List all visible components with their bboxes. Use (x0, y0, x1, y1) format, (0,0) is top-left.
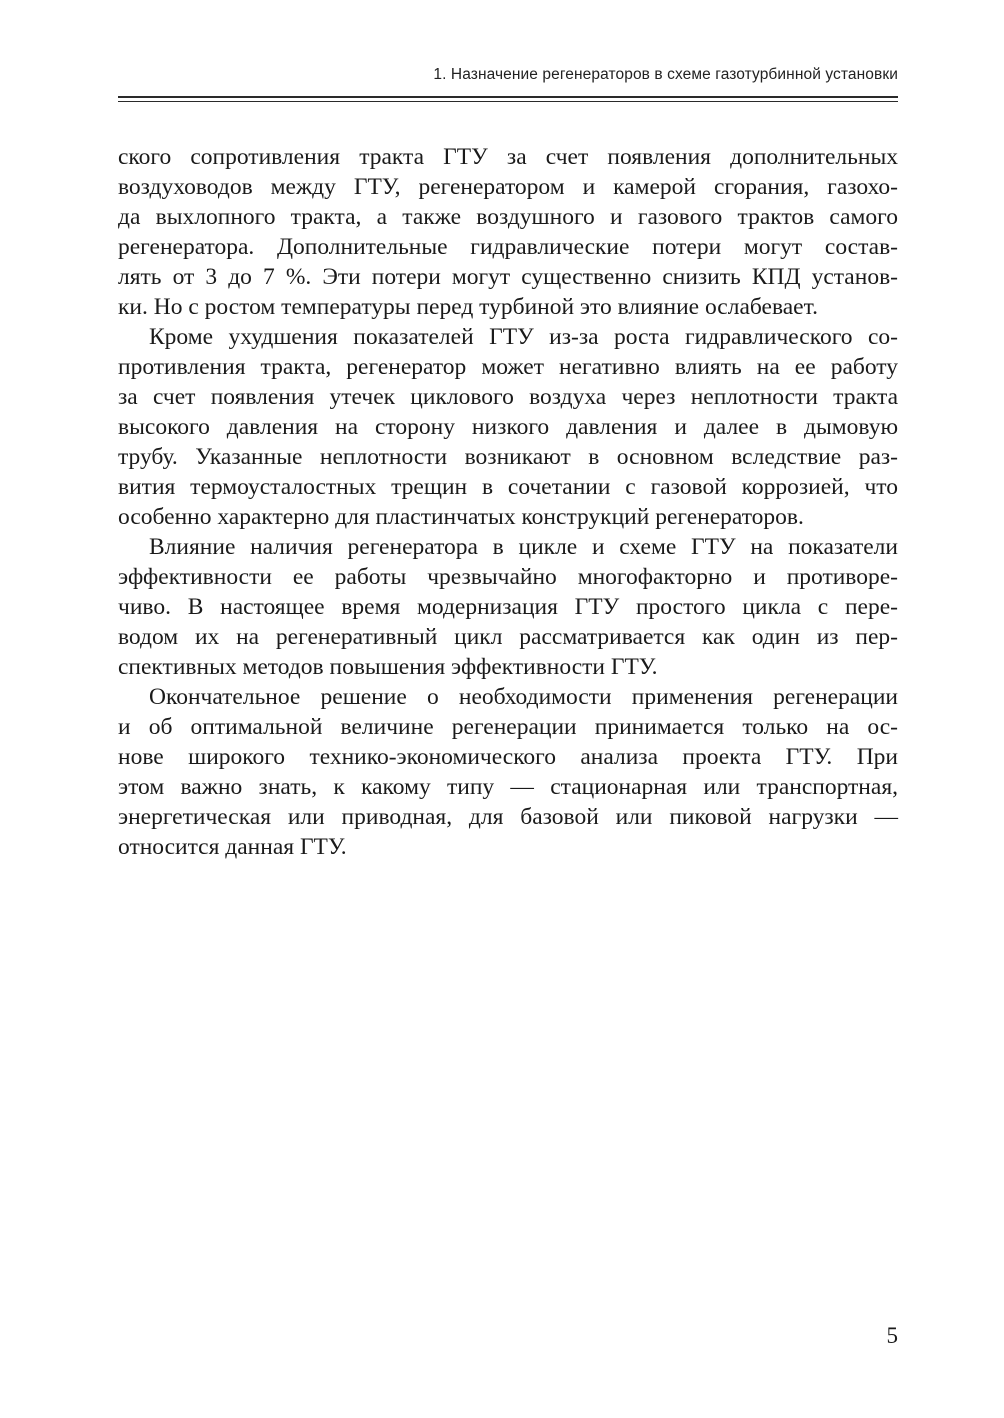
running-header: 1. Назначение регенераторов в схеме газотурбинной установки (433, 66, 898, 83)
text-line: эффективности ее работы чрезвычайно многофакторно и противоре- (118, 564, 898, 590)
text-line: Кроме ухудшения показателей ГТУ из-за роста гидравлического со- (149, 324, 898, 350)
paragraph (118, 532, 898, 682)
text-line: противления тракта, регенератор может негативно влиять на ее работу (118, 354, 898, 380)
text-line: нове широкого технико-экономического анализа проекта ГТУ. При (118, 744, 898, 770)
text-line: водом их на регенеративный цикл рассматривается как один из пер- (118, 624, 898, 650)
paragraph (118, 322, 898, 532)
text-line: регенератора. Дополнительные гидравлические потери могут состав- (118, 234, 898, 260)
text-line: трубу. Указанные неплотности возникают в основном вследствие раз- (118, 444, 898, 470)
text-line: лять от 3 до 7 %. Эти потери могут существенно снизить КПД установ- (118, 264, 898, 290)
header-rule-thick (118, 96, 898, 98)
text-line: да выхлопного тракта, а также воздушного и газового трактов самого (118, 204, 898, 230)
text-line: энергетическая или приводная, для базовой или пиковой нагрузки — (118, 804, 898, 830)
text-line: за счет появления утечек циклового воздуха через неплотности тракта (118, 384, 898, 410)
page-number: 5 (886, 1323, 898, 1348)
paragraph (118, 682, 898, 862)
header-rule-thin (118, 101, 898, 102)
text-line: вития термоусталостных трещин в сочетании с газовой коррозией, что (118, 474, 898, 500)
paragraph (118, 142, 898, 322)
text-line: этом важно знать, к какому типу — стационарная или транспортная, (118, 774, 898, 800)
text-line: чиво. В настоящее время модернизация ГТУ простого цикла с пере- (118, 594, 898, 620)
text-line: ского сопротивления тракта ГТУ за счет появления дополнительных (118, 144, 898, 170)
text-line: особенно характерно для пластинчатых конструкций регенераторов. (118, 504, 804, 530)
text-line: воздуховодов между ГТУ, регенератором и камерой сгорания, газохо- (118, 174, 898, 200)
text-line: Окончательное решение о необходимости применения регенерации (149, 684, 898, 710)
text-line: Влияние наличия регенератора в цикле и схеме ГТУ на показатели (149, 534, 898, 560)
text-line: относится данная ГТУ. (118, 834, 347, 860)
text-line: ки. Но с ростом температуры перед турбиной это влияние ослабевает. (118, 294, 818, 320)
text-line: высокого давления на сторону низкого давления и далее в дымовую (118, 414, 898, 440)
text-line: спективных методов повышения эффективности ГТУ. (118, 654, 658, 680)
body-text (118, 142, 898, 862)
text-line: и об оптимальной величине регенерации принимается только на ос- (118, 714, 898, 740)
